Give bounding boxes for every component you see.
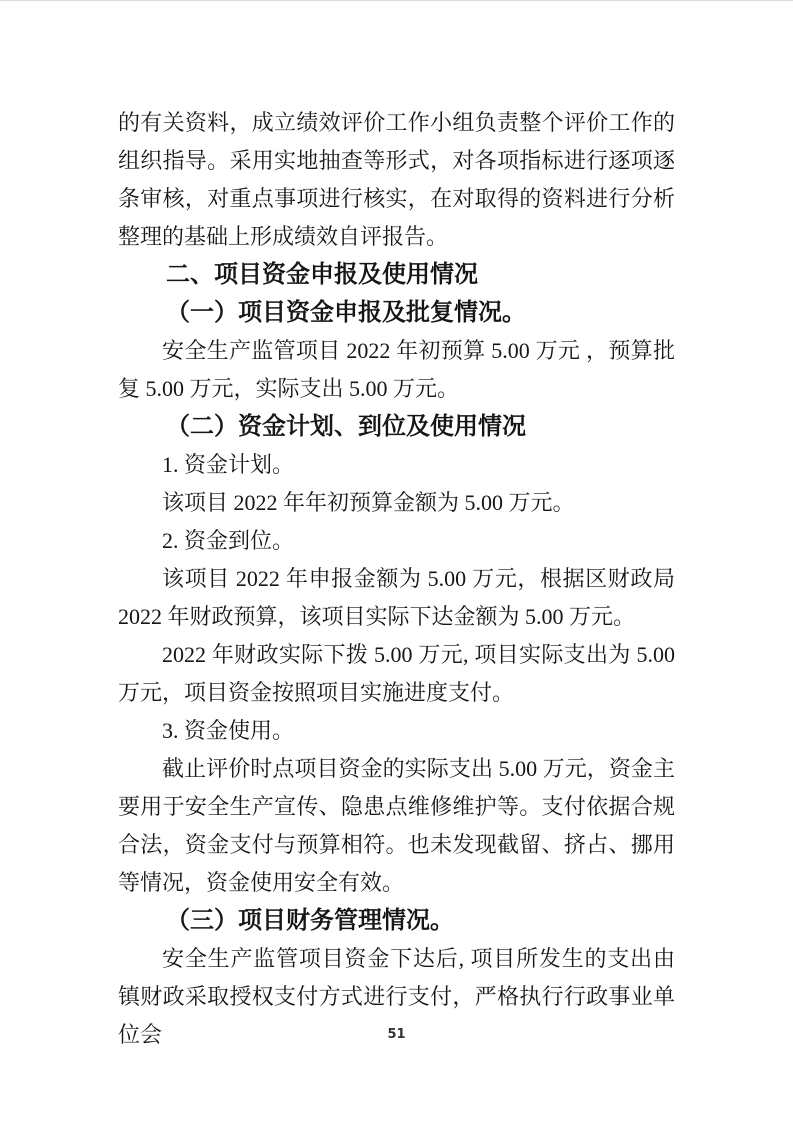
paragraph: 截止评价时点项目资金的实际支出 5.00 万元，资金主要用于安全生产宣传、隐患点维修维护等。支付依据合规合法，资金支付与预算相符。也未发现截留、挤占、挪用等情况，资金使用安全有效。 xyxy=(118,756,675,895)
paragraph: 1. 资金计划。 xyxy=(162,452,295,477)
section-heading: （三）项目财务管理情况。 xyxy=(166,908,454,934)
paragraph: 的有关资料，成立绩效评价工作小组负责整个评价工作的组织指导。采用实地抽查等形式，对各项指标进行逐项逐条审核，对重点事项进行核实，在对取得的资料进行分析整理的基础上形成绩效自评报告。 xyxy=(118,110,675,249)
paragraph: 2022 年财政实际下拨 5.00 万元, 项目实际支出为 5.00 万元，项目资金按照项目实施进度支付。 xyxy=(118,642,675,705)
paragraph: 2. 资金到位。 xyxy=(162,528,295,553)
paragraph: 3. 资金使用。 xyxy=(162,718,295,743)
paragraph: 该项目 2022 年申报金额为 5.00 万元，根据区财政局 2022 年财政预算，该项目实际下达金额为 5.00 万元。 xyxy=(118,566,675,629)
page-number: 51 xyxy=(387,1027,406,1042)
section-heading: （一）项目资金申报及批复情况。 xyxy=(166,300,526,326)
paragraph: 该项目 2022 年年初预算金额为 5.00 万元。 xyxy=(162,490,575,515)
paragraph: 安全生产监管项目 2022 年初预算 5.00 万元 ，预算批复 5.00 万元，实际支出 5.00 万元。 xyxy=(118,338,675,401)
document-content xyxy=(118,104,675,1054)
paragraph: 安全生产监管项目资金下达后, 项目所发生的支出由镇财政采取授权支付方式进行支付，严格执行行政事业单位会 xyxy=(118,946,675,1047)
section-heading: 二、项目资金申报及使用情况 xyxy=(166,261,478,288)
section-heading: （二）资金计划、到位及使用情况 xyxy=(166,414,526,440)
